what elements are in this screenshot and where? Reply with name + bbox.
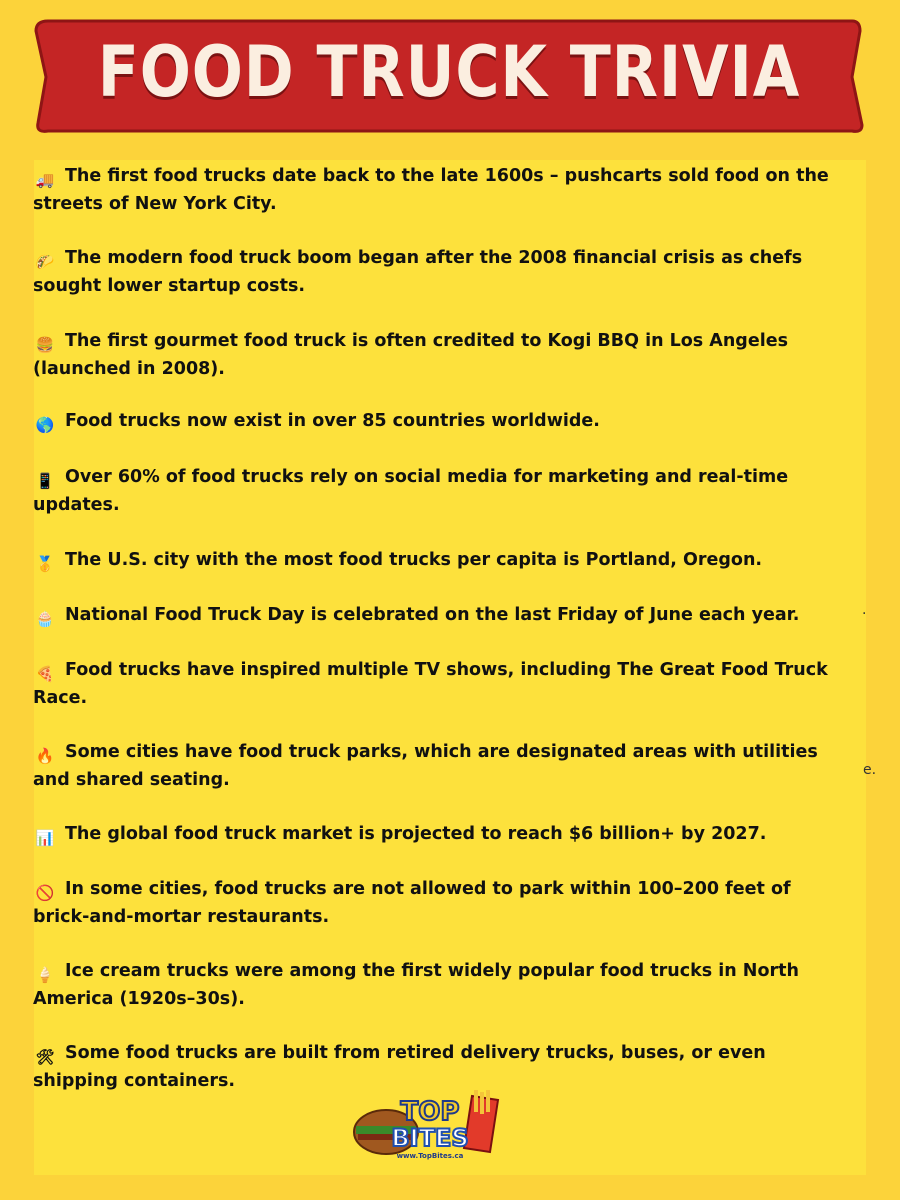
fact-item	[33, 1040, 833, 1095]
fact-item	[33, 163, 833, 218]
fact-item	[33, 958, 833, 1013]
cupcake-icon: 🧁	[35, 610, 55, 628]
fact-text: Over 60% of food trucks rely on social media for marketing and real-time updates.	[33, 467, 789, 515]
pizza-icon: 🍕	[35, 665, 55, 683]
fact-item	[33, 328, 833, 383]
phone-icon: 📱	[35, 472, 55, 490]
fact-text: Food trucks now exist in over 85 countries worldwide.	[65, 411, 600, 431]
globe-icon: 🌎	[35, 416, 55, 434]
page-title: FOOD TRUCK TRIVIA	[97, 31, 801, 113]
logo-url-text: www.TopBites.ca	[396, 1152, 464, 1160]
fact-text: The first food trucks date back to the late 1600s – pushcarts sold food on the streets of New York City.	[33, 166, 829, 214]
fact-text: Food trucks have inspired multiple TV shows, including The Great Food Truck Race.	[33, 660, 828, 708]
burger-icon: 🍔	[35, 336, 55, 354]
taco-icon: 🌮	[35, 253, 55, 271]
fact-item	[33, 547, 833, 575]
fact-item	[33, 876, 833, 931]
ice-cream-icon: 🍦	[35, 966, 55, 984]
fact-item	[33, 464, 833, 519]
fact-text: The modern food truck boom began after the 2008 financial crisis as chefs sought lower startup costs.	[33, 248, 803, 296]
fact-text: Ice cream trucks were among the first widely popular food trucks in North America (1920s–30s).	[33, 961, 799, 1009]
fact-item	[33, 821, 833, 849]
food-truck-icon: 🚚	[35, 171, 55, 189]
fact-text: National Food Truck Day is celebrated on the last Friday of June each year.	[65, 605, 800, 625]
fact-text: The global food truck market is projected to reach $6 billion+ by 2027.	[65, 824, 767, 844]
stray-dot: ·	[862, 606, 867, 622]
stray-text: e.	[863, 762, 877, 778]
logo-top-text: TOP	[400, 1097, 460, 1127]
fact-item	[33, 245, 833, 300]
fact-item	[33, 657, 833, 712]
prohibited-icon: 🚫	[35, 884, 55, 902]
medal-icon: 🥇	[35, 555, 55, 573]
fact-item	[33, 602, 873, 630]
title-banner	[34, 17, 864, 135]
fire-icon: 🔥	[35, 747, 55, 765]
fact-item	[33, 739, 833, 794]
fact-text: Some cities have food truck parks, which are designated areas with utilities and shared seating.	[33, 742, 818, 790]
tools-icon: 🛠	[35, 1048, 55, 1066]
bar-chart-icon: 📊	[35, 829, 55, 847]
logo-bites-text: BITES	[391, 1124, 469, 1152]
fact-text: In some cities, food trucks are not allowed to park within 100–200 feet of brick-and-mortar restaurants.	[33, 879, 791, 927]
top-bites-logo	[352, 1090, 502, 1162]
fact-text: Some food trucks are built from retired delivery trucks, buses, or even shipping containers.	[33, 1043, 766, 1091]
fact-text: The U.S. city with the most food trucks per capita is Portland, Oregon.	[65, 550, 763, 570]
fact-item	[33, 408, 833, 436]
fact-text: The first gourmet food truck is often credited to Kogi BBQ in Los Angeles (launched in 2008).	[33, 331, 788, 379]
